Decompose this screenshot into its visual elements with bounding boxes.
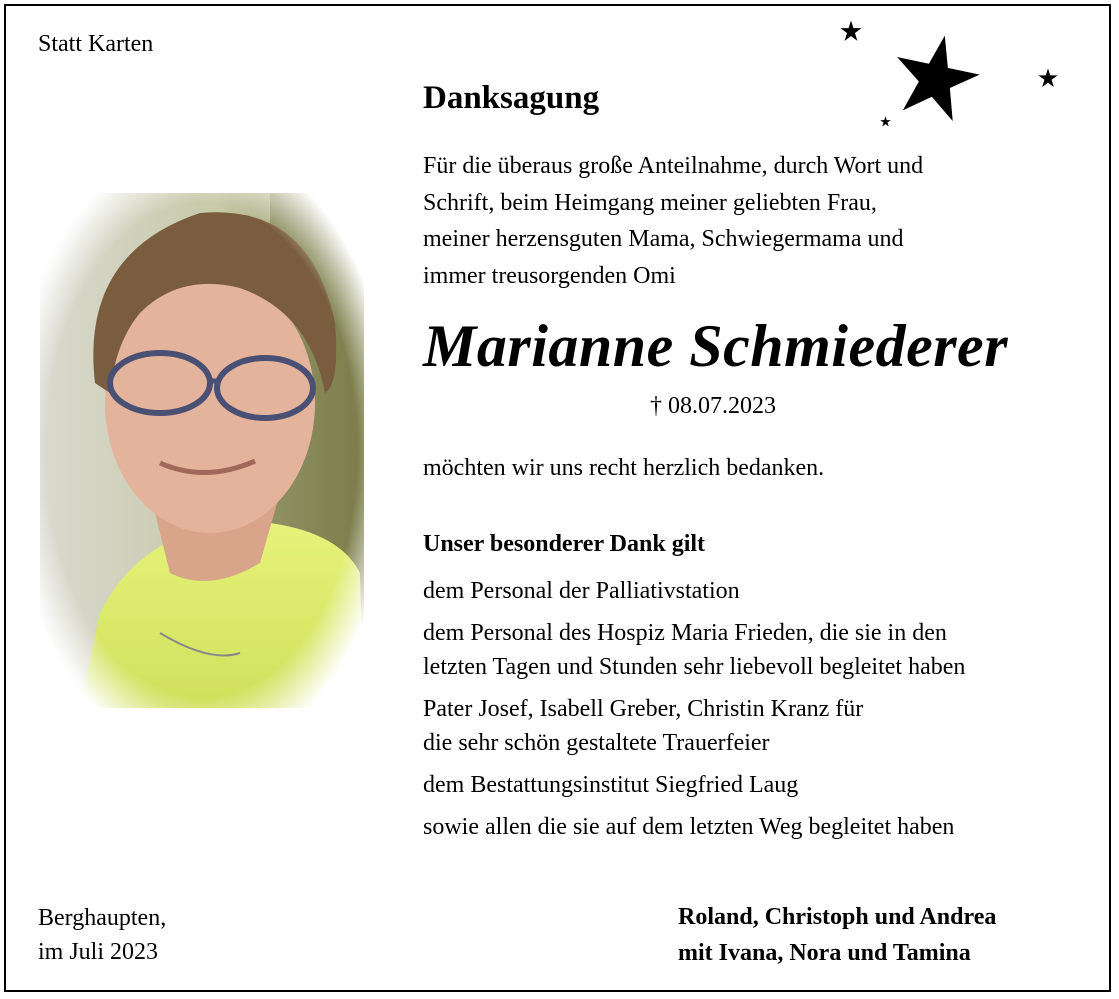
intro-line: Schrift, beim Heimgang meiner geliebten Frau,	[423, 189, 877, 216]
thanks-item-line: letzten Tagen und Stunden sehr liebevoll begleitet haben	[423, 654, 966, 680]
portrait-photo	[40, 193, 364, 708]
intro-line: meiner herzensguten Mama, Schwiegermama und	[423, 226, 904, 252]
star-icon	[840, 20, 862, 42]
thanks-item	[423, 574, 965, 608]
thanks-item-line: dem Personal des Hospiz Maria Frieden, die sie in den	[423, 620, 947, 646]
death-date: † 08.07.2023	[650, 393, 776, 419]
signers	[678, 899, 996, 971]
header-note: Statt Karten	[38, 31, 154, 57]
thanks-item	[423, 692, 965, 760]
signers-line: mit Ivana, Nora und Tamina	[678, 940, 971, 966]
thanks-item-line: Pater Josef, Isabell Greber, Christin Kranz für	[423, 696, 864, 722]
special-thanks-list	[423, 574, 965, 852]
intro-line: immer treusorgenden Omi	[423, 262, 676, 289]
deceased-name: Marianne Schmiederer	[423, 313, 1009, 379]
thanks-line: möchten wir uns recht herzlich bedanken.	[423, 455, 825, 481]
special-thanks-heading: Unser besonderer Dank gilt	[423, 531, 706, 557]
place-and-date	[38, 901, 166, 969]
thanks-item-line: dem Bestattungsinstitut Siegfried Laug	[423, 772, 799, 798]
thanks-item-line: die sehr schön gestaltete Trauerfeier	[423, 730, 770, 756]
notice-heading: Danksagung	[423, 80, 600, 116]
thanks-item-line: sowie allen die sie auf dem letzten Weg begleitet haben	[423, 814, 955, 840]
place-line: im Juli 2023	[38, 939, 159, 965]
thanks-item	[423, 768, 965, 802]
place-line: Berghaupten,	[38, 905, 167, 931]
thanks-item	[423, 810, 965, 844]
star-icon	[880, 116, 891, 127]
intro-line: Für die überaus große Anteilnahme, durch Wort und	[423, 153, 924, 179]
star-icon	[1038, 68, 1058, 88]
thanks-item-line: dem Personal der Palliativstation	[423, 578, 740, 604]
intro-text	[423, 148, 923, 294]
thanks-item	[423, 616, 965, 684]
signers-line: Roland, Christoph und Andrea	[678, 904, 997, 930]
star-icon	[888, 33, 984, 121]
